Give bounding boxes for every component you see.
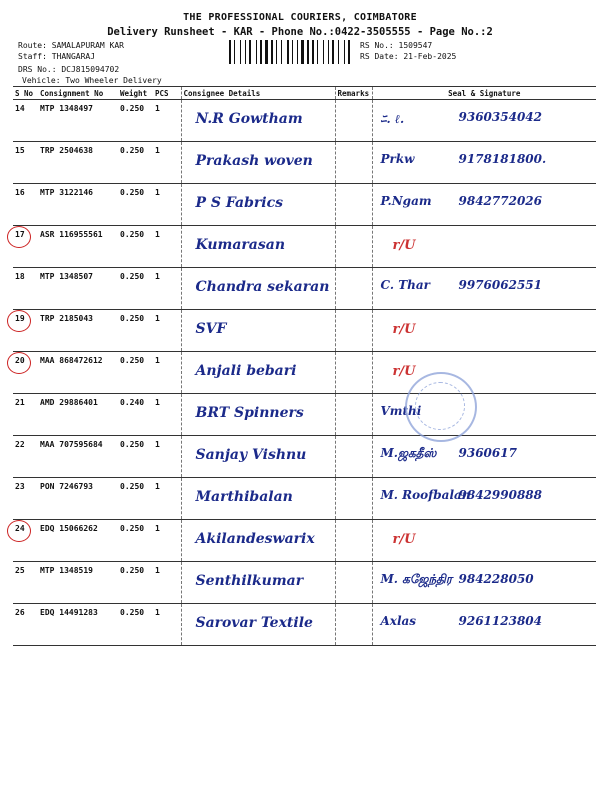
consignee-cell (181, 562, 335, 604)
consignment-cell: TRP 2185043 (38, 310, 118, 352)
table-row (13, 562, 596, 604)
staff-label: Staff: THANGARAJ (18, 52, 96, 61)
red-circle-mark (7, 226, 31, 248)
consignment-cell: TRP 2504638 (38, 142, 118, 184)
pcs-cell: 1 (153, 562, 181, 604)
signature-cell (372, 226, 596, 268)
company-name: THE PROFESSIONAL COURIERS, COIMBATORE (183, 12, 417, 23)
signature-text: ﾆ. ℓ. (380, 112, 405, 126)
red-circle-mark (7, 352, 31, 374)
col-consignee: Consignee Details (181, 87, 335, 100)
consignee-cell (181, 310, 335, 352)
red-circle-mark (7, 310, 31, 332)
remarks-cell (335, 520, 372, 562)
col-consignment: Consignment No (38, 87, 118, 100)
consignee-cell (181, 394, 335, 436)
weight-cell: 0.250 (118, 604, 153, 646)
remarks-cell (335, 394, 372, 436)
runsheet-title: Delivery Runsheet - KAR - Phone No.:0422-3505555 - Page No.:2 (107, 26, 493, 38)
sno-text: 23 (15, 482, 25, 491)
rs-number: RS No.: 1509547 (360, 41, 433, 50)
signature-text: Prkw (380, 152, 415, 166)
consignee-name: P S Fabrics (195, 195, 284, 211)
consignee-cell (181, 268, 335, 310)
col-weight: Weight (118, 87, 153, 100)
sno-cell (13, 562, 38, 604)
pcs-cell: 1 (153, 184, 181, 226)
pcs-cell: 1 (153, 142, 181, 184)
signature-phone: 9976062551 (458, 278, 542, 292)
sno-cell (13, 184, 38, 226)
col-pcs: PCS (153, 87, 181, 100)
remarks-cell (335, 436, 372, 478)
consignee-cell (181, 226, 335, 268)
consignee-name: Anjali bebari (195, 363, 297, 379)
rtu-mark: r/U (392, 532, 416, 547)
signature-phone: 9842990888 (458, 488, 542, 502)
sno-text: 24 (15, 524, 25, 533)
consignment-cell: ASR 116955561 (38, 226, 118, 268)
remarks-cell (335, 142, 372, 184)
col-remarks: Remarks (335, 87, 372, 100)
remarks-cell (335, 310, 372, 352)
pcs-cell: 1 (153, 100, 181, 142)
consignee-name: Marthibalan (195, 489, 293, 505)
consignee-name: Prakash woven (195, 153, 313, 169)
weight-cell: 0.250 (118, 142, 153, 184)
signature-text: Vmthi (380, 404, 422, 418)
table-row (13, 604, 596, 646)
signature-phone: 9842772026 (458, 194, 542, 208)
left-meta (18, 40, 162, 86)
weight-cell: 0.250 (118, 352, 153, 394)
sno-text: 16 (15, 188, 25, 197)
table-row (13, 436, 596, 478)
right-meta (360, 40, 456, 62)
sno-text: 26 (15, 608, 25, 617)
remarks-cell (335, 268, 372, 310)
pcs-cell: 1 (153, 352, 181, 394)
remarks-cell (335, 184, 372, 226)
sno-text: 14 (15, 104, 25, 113)
signature-phone: 9360617 (458, 446, 517, 460)
table-row (13, 226, 596, 268)
table-row (13, 520, 596, 562)
pcs-cell: 1 (153, 268, 181, 310)
consignment-cell: EDQ 15066262 (38, 520, 118, 562)
consignee-name: BRT Spinners (195, 405, 304, 421)
signature-phone: 984228050 (458, 572, 534, 586)
red-circle-mark (7, 520, 31, 542)
sno-cell (13, 100, 38, 142)
sno-cell (13, 520, 38, 562)
signature-cell (372, 184, 596, 226)
consignee-name: Akilandeswarix (195, 531, 315, 547)
signature-cell (372, 352, 596, 394)
signature-cell (372, 268, 596, 310)
sno-text: 17 (15, 230, 25, 239)
sno-cell (13, 436, 38, 478)
signature-cell (372, 478, 596, 520)
consignee-cell (181, 604, 335, 646)
weight-cell: 0.250 (118, 478, 153, 520)
consignment-cell: MAA 868472612 (38, 352, 118, 394)
signature-cell (372, 520, 596, 562)
remarks-cell (335, 478, 372, 520)
consignment-cell: PON 7246793 (38, 478, 118, 520)
consignment-cell: MTP 1348507 (38, 268, 118, 310)
remarks-cell (335, 562, 372, 604)
sno-text: 18 (15, 272, 25, 281)
rs-date: RS Date: 21-Feb-2025 (360, 52, 457, 61)
signature-phone: 9178181800. (458, 152, 547, 166)
consignee-cell (181, 184, 335, 226)
table-row (13, 184, 596, 226)
consignee-name: Sanjay Vishnu (195, 447, 307, 463)
table-row (13, 142, 596, 184)
consignee-name: Sarovar Textile (195, 615, 313, 631)
remarks-cell (335, 604, 372, 646)
weight-cell: 0.250 (118, 562, 153, 604)
consignment-cell: MTP 1348497 (38, 100, 118, 142)
consignee-name: SVF (195, 321, 227, 337)
signature-cell (372, 436, 596, 478)
consignee-cell (181, 142, 335, 184)
signature-phone: 9360354042 (458, 110, 542, 124)
signature-text: C. Thar (380, 278, 430, 292)
weight-cell: 0.250 (118, 520, 153, 562)
consignment-cell: AMD 29886401 (38, 394, 118, 436)
sno-cell (13, 352, 38, 394)
pcs-cell: 1 (153, 520, 181, 562)
table-row (13, 394, 596, 436)
consignee-name: Chandra sekaran (195, 279, 330, 295)
rtu-mark: r/U (392, 238, 416, 253)
consignee-name: Senthilkumar (195, 573, 304, 589)
weight-cell: 0.250 (118, 310, 153, 352)
consignment-cell: MTP 3122146 (38, 184, 118, 226)
table-row (13, 352, 596, 394)
signature-cell (372, 142, 596, 184)
remarks-cell (335, 226, 372, 268)
signature-cell (372, 100, 596, 142)
table-row (13, 268, 596, 310)
weight-cell: 0.250 (118, 184, 153, 226)
sno-cell (13, 226, 38, 268)
sno-cell (13, 394, 38, 436)
barcode (229, 40, 351, 64)
weight-cell: 0.250 (118, 226, 153, 268)
col-sno: S No (13, 87, 38, 100)
remarks-cell (335, 100, 372, 142)
sno-text: 22 (15, 440, 25, 449)
weight-cell: 0.250 (118, 268, 153, 310)
pcs-cell: 1 (153, 604, 181, 646)
sno-cell (13, 142, 38, 184)
signature-cell (372, 310, 596, 352)
consignee-cell (181, 352, 335, 394)
drs-label: DRS No.: DCJ815094702 (18, 65, 120, 74)
weight-cell: 0.240 (118, 394, 153, 436)
signature-text: M. Roofbalan (380, 488, 471, 502)
company-seal-stamp (405, 372, 477, 442)
signature-text: Axlas (380, 614, 417, 628)
table-row (13, 478, 596, 520)
remarks-cell (335, 352, 372, 394)
consignee-cell (181, 436, 335, 478)
consignee-name: N.R Gowtham (195, 111, 303, 127)
sno-cell (13, 604, 38, 646)
sno-text: 25 (15, 566, 25, 575)
pcs-cell: 1 (153, 310, 181, 352)
sno-cell (13, 268, 38, 310)
consignment-cell: MTP 1348519 (38, 562, 118, 604)
pcs-cell: 1 (153, 226, 181, 268)
signature-text: M.ஜகதீஸ் (380, 446, 437, 460)
table-row (13, 100, 596, 142)
consignment-cell: EDQ 14491283 (38, 604, 118, 646)
pcs-cell: 1 (153, 478, 181, 520)
route-label: Route: SAMALAPURAM KAR (18, 41, 124, 50)
pcs-cell: 1 (153, 436, 181, 478)
consignee-name: Kumarasan (195, 237, 286, 253)
rtu-mark: r/U (392, 364, 416, 379)
signature-cell (372, 562, 596, 604)
consignee-cell (181, 520, 335, 562)
sno-cell (13, 310, 38, 352)
delivery-table (13, 86, 596, 646)
table-header-row (13, 87, 596, 100)
sno-cell (13, 478, 38, 520)
sno-text: 20 (15, 356, 25, 365)
col-signature: Seal & Signature (372, 87, 596, 100)
sno-text: 19 (15, 314, 25, 323)
consignment-cell: MAA 707595684 (38, 436, 118, 478)
sno-text: 15 (15, 146, 25, 155)
consignee-cell (181, 100, 335, 142)
table-row (13, 310, 596, 352)
weight-cell: 0.250 (118, 436, 153, 478)
vehicle-label: Vehicle: Two Wheeler Delivery (22, 76, 162, 85)
signature-text: M. கஜேந்திர (380, 572, 453, 586)
signature-phone: 9261123804 (458, 614, 542, 628)
signature-cell (372, 604, 596, 646)
weight-cell: 0.250 (118, 100, 153, 142)
consignee-cell (181, 478, 335, 520)
signature-text: P.Ngam (380, 194, 432, 208)
rtu-mark: r/U (392, 322, 416, 337)
pcs-cell: 1 (153, 394, 181, 436)
sno-text: 21 (15, 398, 25, 407)
